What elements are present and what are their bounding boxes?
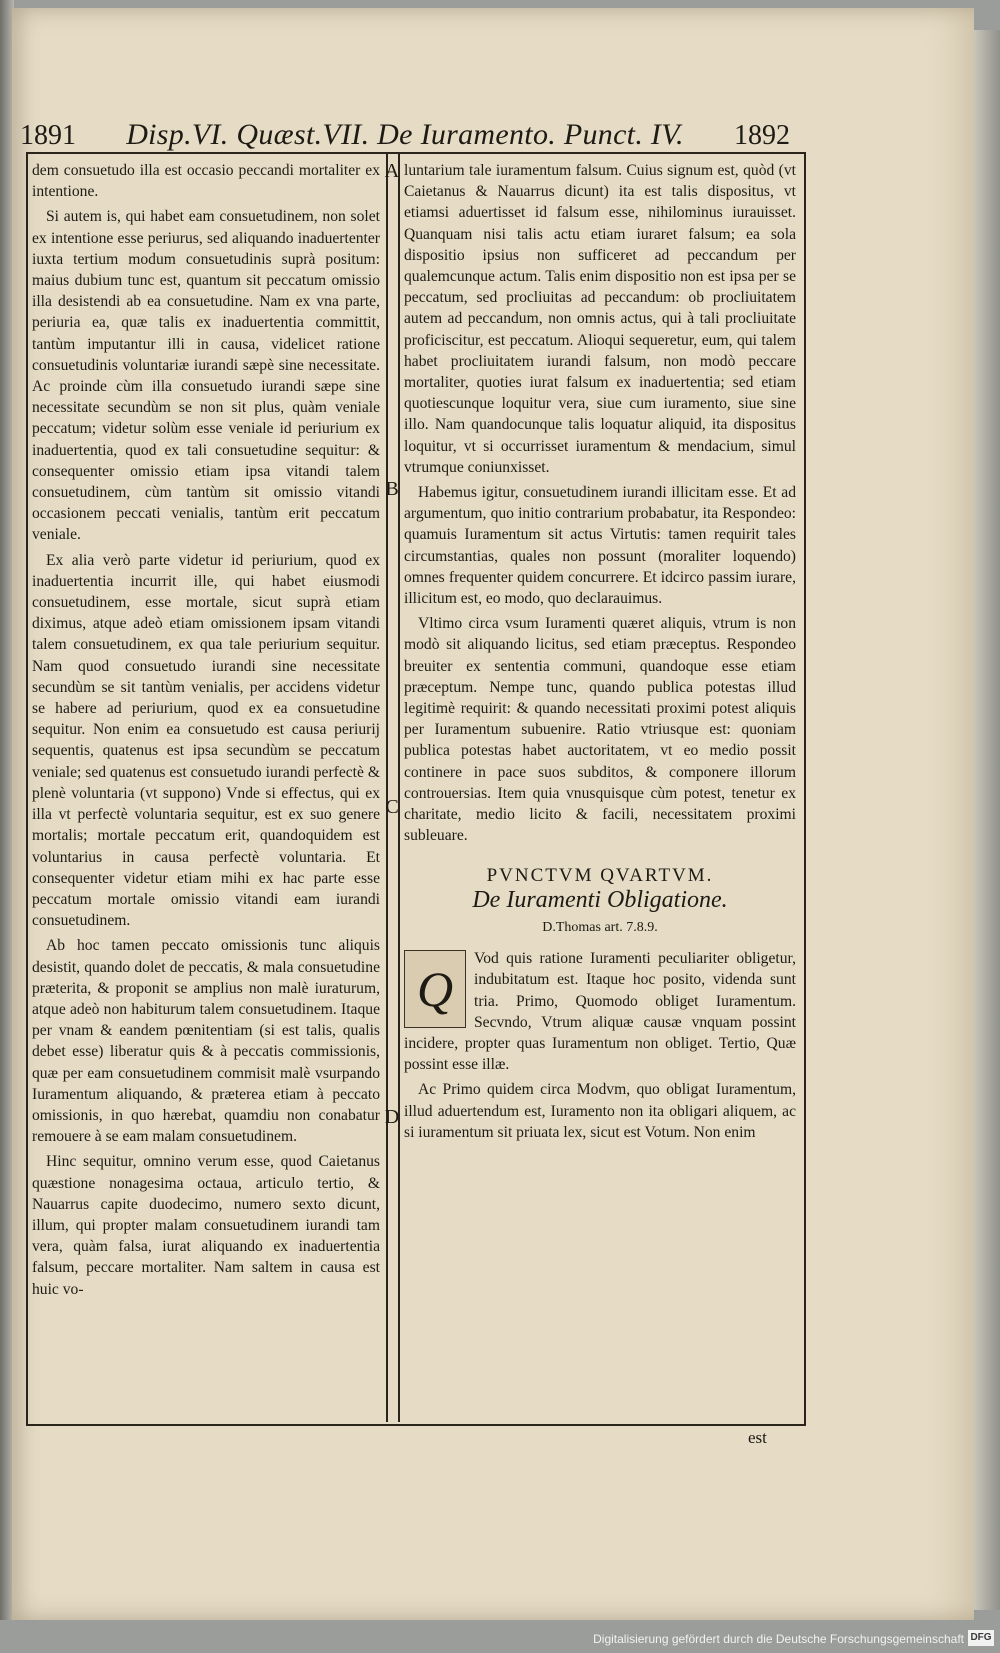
- paragraph: Hinc sequitur, omnino verum esse, quod Caietanus quæstione nonagesima octaua, articulo tertio, & Nauarrus capite duodecimo, numero sexto dicunt, illum, qui propter malam consuetudinem iurandi tam vera, quàm falsa, iurat aliquando ex inaduertentia falsum, peccare mortaliter. Nam saltem in causa est huic vo-: [32, 1153, 380, 1298]
- paragraph: Habemus igitur, consuetudinem iurandi illicitam esse. Et ad argumentum, quo initio contrarium probabatur, ita Respondeo: quamuis Iuramentum sit actus Virtutis: tamen requirit tales circumstantias, quales non possunt (moraliter loquendo) omnes frequenter quidem concurrere. Et idcirco passim iurare, illicitum est, eo modo, quo declarauimus.: [404, 484, 796, 608]
- paragraph-text: Vod quis ratione Iuramenti peculiariter obligetur, indubitatum est. Itaque hoc posito, videnda sunt tria. Primo, Quomodo obliget Iuramentum. Secvndo, Vtrum aliquæ causæ vnquam possint incidere, propter quas Iuramentum non obliget. Tertio, Quæ possint esse illæ.: [404, 950, 796, 1074]
- section-citation: D.Thomas art. 7.8.9.: [542, 919, 658, 935]
- decorated-initial-icon: Q: [404, 950, 466, 1028]
- paragraph: Si autem is, qui habet eam consuetudinem, non solet ex intentione esse periurus, sed aliquando inaduertenter iuxta tertium modum consuetudinis suprà positum: maius dubium tunc est, quantum sit peccatum omissio illa desistendi ab ea consuetudine. Nam ex vna parte, periuria ea, quæ talis ex inaduertentia committit, tantùm imputantur illi in causa, videlicet ratione consuetudinis voluntariæ iurandi sæpè sine necessitate. Ac proinde cùm illa consuetudo iurandi sæpe sine necessitate secundùm se non sit plus, quàm veniale peccatum; videtur solùm esse veniale id periurium ex inaduertentia, quod ex tali consuetudine sequitur: & consequenter omissio etiam ipsa vitandi talem consuetudinem, cùm tantùm sit omissio vitandi occasionem peccati venialis, tantùm erit peccatum veniale.: [32, 208, 380, 544]
- page-number-right: 1892: [733, 120, 790, 151]
- paragraph-with-initial: [404, 948, 796, 1075]
- right-page-edge: [974, 30, 1000, 1610]
- margin-letter-c: C: [385, 796, 399, 818]
- paragraph: Ex alia verò parte videtur id periurium, quod ex inaduertentia incurrit ille, qui habet eiusmodi consuetudinem, esse mortale, sicut suprà etiam diximus, atque adeò etiam omissionem ipsam vitandi talem consuetudinem, ex qua tale periurium sequitur. Nam quod consuetudo iurandi sine necessitate secundùm se sit tantùm venialis, per accidens videtur se habere ad periurium, quod ex ea consuetudine sequitur. Non enim ea consuetudo est causa periurij sequentis, quatenus est ipsa secundùm se peccatum veniale; sed quatenus est consuetudo iurandi perfectè & plenè voluntaria (vt suppono) Vnde si effectus, qui ex illa vt perfectè voluntaria sequitur, est ex suo genere mortalis; mortale peccatum erit, quandoquidem est voluntarius in causa perfectè voluntaria. Et consequenter videtur etiam mihi ex hac parte esse peccatum mortale omissio vitandi eam iurandi consuetudinem.: [32, 551, 380, 930]
- right-column: [404, 160, 796, 1147]
- column-rule-left: [386, 152, 388, 1422]
- digitization-credit: Digitalisierung gefördert durch die Deutsche Forschungsgemeinschaft: [593, 1632, 964, 1646]
- dfg-logo-icon: DFG: [968, 1630, 994, 1646]
- paragraph: dem consuetudo illa est occasio peccandi mortaliter ex intentione.: [32, 162, 380, 201]
- paragraph: luntarium tale iuramentum falsum. Cuius signum est, quòd (vt Caietanus & Nauarrus dicunt) ita est talis dispositus, vt etiamsi aduertisset id falsum esse, nihilominus iurauisset. Quanquam nisi talis actu etiam iuraret falsum; ea sola dispositio ipsius non sufficeret ad peccandum per qualemcunque actum. Talis enim dispositio non est ipsa per se peccatum, sed procliuitas ad peccandum: ob procliuitatem autem ad peccandum, non omnis actus, qui à tali procliuitate proficiscitur, est peccatum. Alioqui sequeretur, eum, qui talem habet procliuitatem iurandi falsum, non modò peccare mortaliter, quoties iurat falsum ex inaduertentia; sed etiam quotiescunque loquitur vera, siue cum iuramento, siue sine illo. Nam quandocunque talis loquatur aliquid, ita dispositus loquitur, vt si occurrisset iuramentum & mendacium, simul vtrumque coniunxisset.: [404, 162, 796, 476]
- catchword: est: [748, 1428, 767, 1447]
- column-rule-right: [398, 152, 400, 1422]
- paragraph: Vltimo circa vsum Iuramenti quæret aliquis, vtrum is non modò sit aliquando licitus, sed etiam præceptus. Respondeo breuiter ex sententia communi, quandoque esse etiam præceptum. Nempe tunc, quando publica potestas illud legitimè requirit: & quando necessitati proximi potest aliquis per Iuramentum subuenire. Ratio vtriusque est: quoniam publica potestas habet auctoritatem, vt eo medio possit continere in pace suos subditos, & componere illorum controuersias. Item quia vnusquisque cùm potest, tenetur ex charitate, medio licito & facili, necessitatem proximi subleuare.: [404, 615, 796, 845]
- margin-letter-d: D: [384, 1106, 400, 1128]
- left-column: [32, 160, 380, 1304]
- page-number-left: 1891: [20, 120, 76, 151]
- paragraph: Ac Primo quidem circa Modvm, quo obligat Iuramentum, illud aduertendum est, Iuramento non ita obligari aliquem, ac si iuramentum sit priuata lex, sicut est Votum. Non enim: [404, 1081, 796, 1141]
- margin-letter-a: A: [384, 160, 400, 182]
- section-subtitle: De Iuramenti Obligatione.: [472, 886, 728, 913]
- section-title: PVNCTVM QVARTVM.: [486, 864, 714, 886]
- paragraph: Ab hoc tamen peccato omissionis tunc aliquis desistit, quando dolet de peccatis, & mala consuetudine præterita, & proponit se amplius non malè iuraturum, atque adeò non habiturum talem consuetudinem. Itaque per vnam & eandem pœnitentiam (si est talis, qualis debet esse) liberatur quis & à peccatis commissionis, quæ per eam consuetudinem commisit malè vsurpando Iuramentum aliquando, & præterea etiam à peccato omissionis, in quo hærebat, quamdiu non conabatur remouere à se eam malam consuetudinem.: [32, 937, 380, 1146]
- margin-letter-b: B: [385, 478, 399, 500]
- running-title: Disp.VI. Quæst.VII. De Iuramento. Punct. IV.: [126, 118, 684, 151]
